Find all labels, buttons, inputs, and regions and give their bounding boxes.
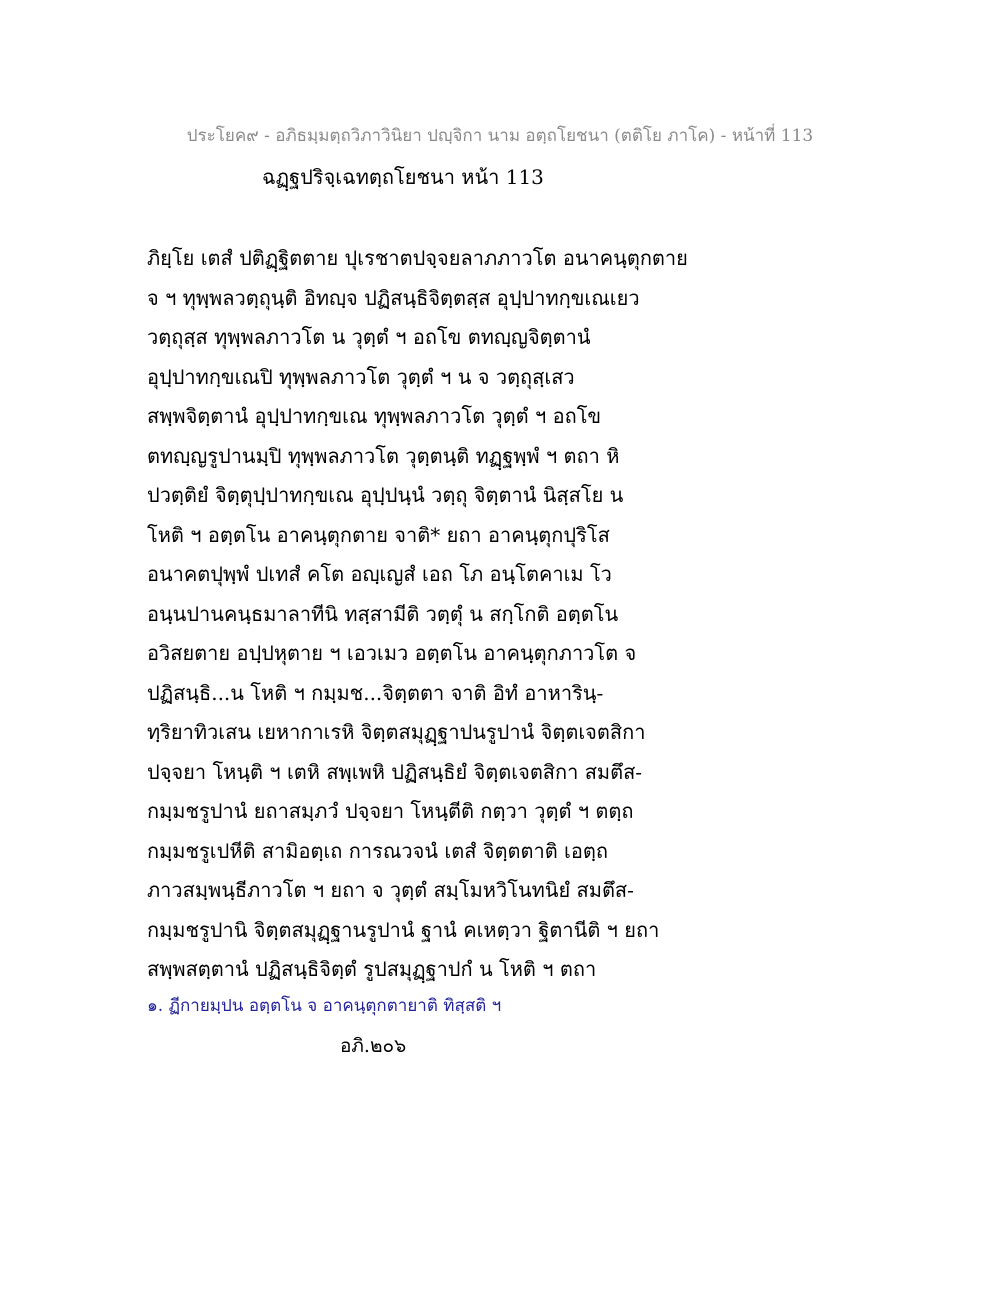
body-line: กมฺมชรูปานิ จิตฺตสมุฏฺฐานรูปานํ ฐานํ คเหตฺวา ฐิตานีติ ฯ ยถา [147, 917, 660, 942]
body-line: อนาคตปุพฺพํ ปเทสํ คโต อญฺเญสํ เอถ โภ อนฺโตคาเม โว [147, 562, 612, 586]
body-line: สพฺพจิตฺตานํ อุปฺปาทกฺขเณ ทุพฺพลภาวโต วุตฺตํ ฯ อถโข [147, 404, 602, 428]
body-line: กมฺมชรูเปหีติ สามิอตฺเถ การณวจนํ เตสํ จิตฺตตาติ เอตฺถ [147, 838, 608, 863]
body-line: อนฺนปานคนฺธมาลาทีนิ ทสฺสามีติ วตฺตุํ น สกฺโกติ อตฺตโน [147, 601, 619, 626]
body-text [147, 239, 688, 990]
body-line: ปฏิสนฺธิ...น โหติ ฯ กมฺมช...จิตฺตตา จาติ อิทํ อาหารินฺ- [147, 680, 604, 705]
page-reference: อภิ.๒๐๖ [340, 1035, 407, 1057]
body-line: สพฺพสตฺตานํ ปฏิสนฺธิจิตฺตํ รูปสมุฏฺฐาปกํ น โหติ ฯ ตถา [147, 957, 597, 981]
body-line: ตทญฺญรูปานมฺปิ ทุพฺพลภาวโต วุตฺตนฺติ ทฏฺฐพฺพํ ฯ ตถา หิ [147, 443, 620, 468]
running-header: ประโยค๙ - อภิธมฺมตฺถวิภาวินิยา ปญฺจิกา นาม อตฺถโยชนา (ตติโย ภาโค) - หน้าที่ 113 [186, 126, 814, 146]
body-line: กมฺมชรูปานํ ยถาสมฺภวํ ปจฺจยา โหนฺตีติ กตฺวา วุตฺตํ ฯ ตตฺถ [147, 799, 634, 823]
section-title: ฉฏฺฐปริจฺเฉทตฺถโยชนา หน้า 113 [262, 165, 544, 189]
body-line: อุปฺปาทกฺขเณปิ ทุพฺพลภาวโต วุตฺตํ ฯ น จ วตฺถุสฺเสว [147, 364, 575, 389]
body-line: ภาวสมฺพนฺธีภาวโต ฯ ยถา จ วุตฺตํ สมฺโมหวิโนทนิยํ สมตึส- [147, 878, 634, 902]
body-line: โหติ ฯ อตฺตโน อาคนฺตุกตาย จาติ* ยถา อาคนฺตุกปุริโส [147, 522, 610, 547]
body-line: ทฺริยาทิวเสน เยหากาเรหิ จิตฺตสมุฏฺฐาปนรูปานํ จิตฺตเจตสิกา [147, 720, 646, 744]
body-line: วตฺถุสฺส ทุพฺพลภาวโต น วุตฺตํ ฯ อถโข ตทญฺญจิตฺตานํ [147, 325, 591, 349]
footnote: ๑. ฏีกายมฺปน อตฺตโน จ อาคนฺตุกตายาติ ทิสฺสติ ฯ [147, 996, 502, 1016]
body-line: ภิยฺโย เตสํ ปติฏฺฐิตตาย ปุเรชาตปจฺจยลาภภาวโต อนาคนฺตุกตาย [147, 246, 688, 270]
body-line: จ ฯ ทุพฺพลวตฺถุนฺติ อิทญฺจ ปฏิสนฺธิจิตฺตสฺส อุปฺปาทกฺขเณเยว [147, 285, 640, 310]
body-line: ปวตฺติยํ จิตฺตุปฺปาทกฺขเณ อุปฺปนฺนํ วตฺถุ จิตฺตานํ นิสฺสโย น [147, 483, 624, 507]
body-line: อวิสยตาย อปฺปหุตาย ฯ เอวเมว อตฺตโน อาคนฺตุกภาวโต จ [147, 641, 637, 665]
body-line: ปจฺจยา โหนฺติ ฯ เตหิ สพฺเพหิ ปฏิสนฺธิยํ จิตฺตเจตสิกา สมตึส- [147, 759, 643, 784]
